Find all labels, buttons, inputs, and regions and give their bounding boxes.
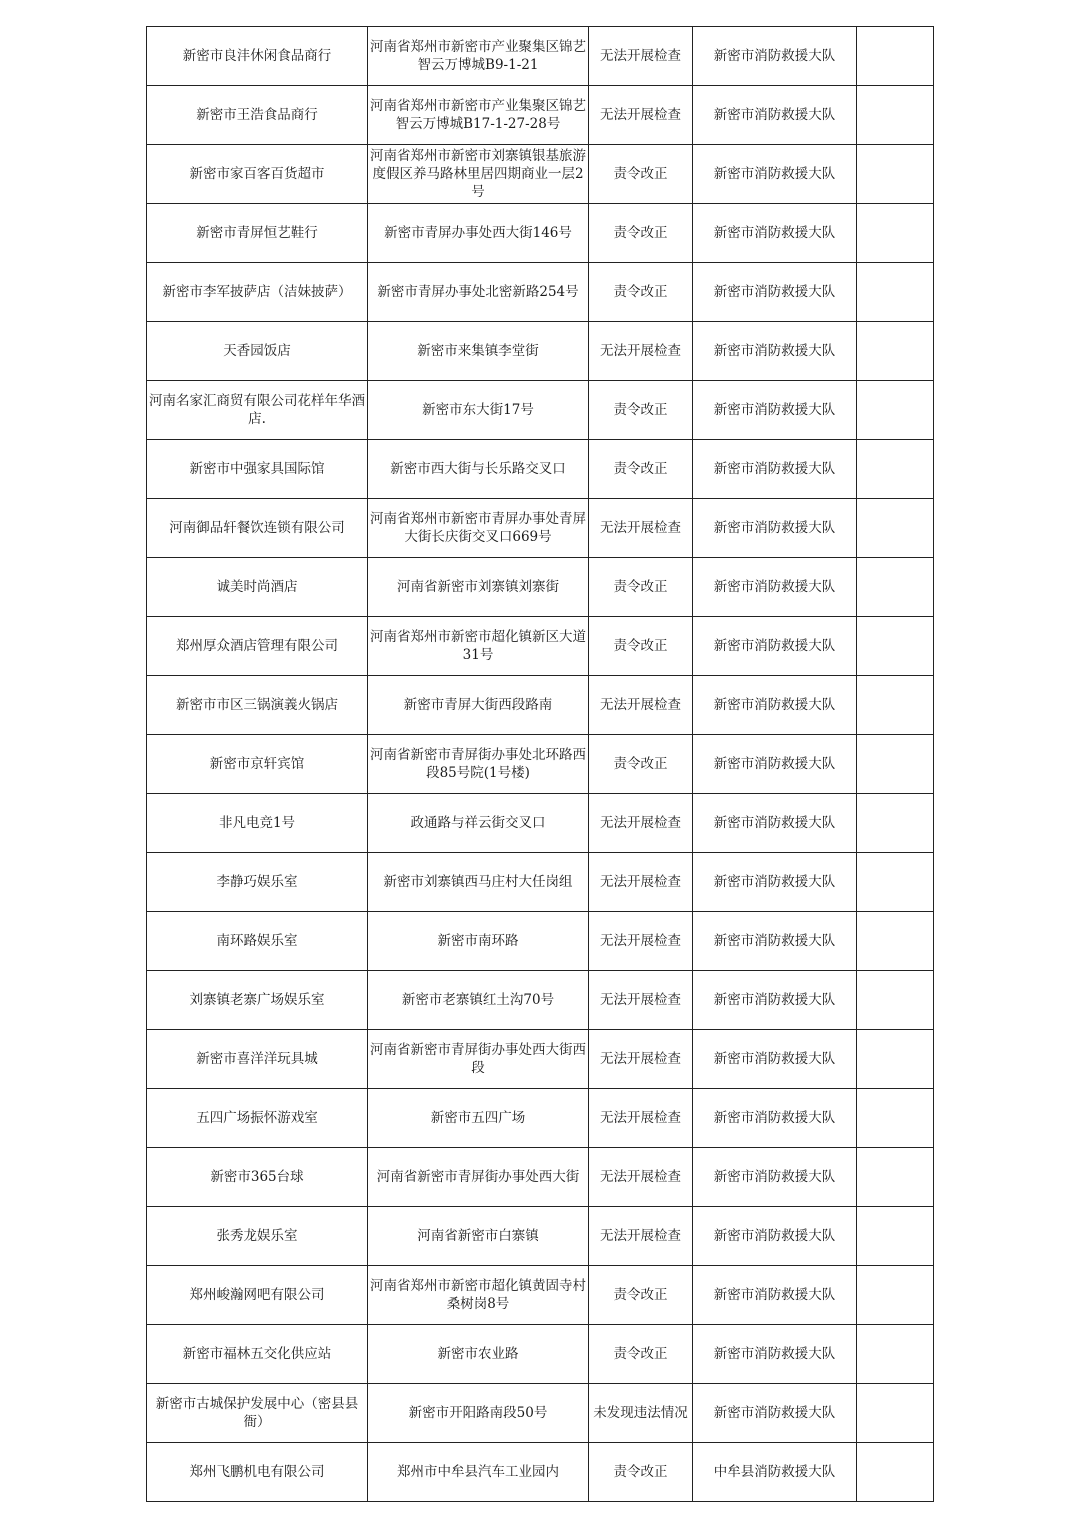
cell-inspection-result: 无法开展检查 (589, 1207, 693, 1266)
cell-remark (857, 971, 934, 1030)
cell-address: 新密市青屏办事处西大街146号 (368, 204, 589, 263)
cell-inspecting-unit: 新密市消防救援大队 (693, 1325, 857, 1384)
table-row (147, 27, 934, 86)
cell-inspection-result: 责令改正 (589, 558, 693, 617)
cell-business-name: 诚美时尚酒店 (147, 558, 368, 617)
table-row (147, 971, 934, 1030)
cell-remark (857, 27, 934, 86)
cell-remark (857, 794, 934, 853)
cell-business-name: 五四广场振怀游戏室 (147, 1089, 368, 1148)
cell-remark (857, 1325, 934, 1384)
cell-inspecting-unit: 新密市消防救援大队 (693, 794, 857, 853)
cell-inspection-result: 责令改正 (589, 1443, 693, 1502)
table-row (147, 1207, 934, 1266)
cell-remark (857, 204, 934, 263)
cell-business-name: 郑州厚众酒店管理有限公司 (147, 617, 368, 676)
cell-inspection-result: 无法开展检查 (589, 86, 693, 145)
cell-address: 河南省郑州市新密市产业聚集区锦艺智云万博城B9-1-21 (368, 27, 589, 86)
cell-address: 新密市开阳路南段50号 (368, 1384, 589, 1443)
cell-remark (857, 1148, 934, 1207)
cell-inspecting-unit: 新密市消防救援大队 (693, 1266, 857, 1325)
cell-inspecting-unit: 新密市消防救援大队 (693, 381, 857, 440)
cell-inspecting-unit: 新密市消防救援大队 (693, 322, 857, 381)
cell-business-name: 新密市古城保护发展中心（密县县衙） (147, 1384, 368, 1443)
cell-remark (857, 499, 934, 558)
cell-remark (857, 853, 934, 912)
cell-inspection-result: 责令改正 (589, 204, 693, 263)
table-row (147, 440, 934, 499)
cell-business-name: 新密市中强家具国际馆 (147, 440, 368, 499)
cell-business-name: 新密市京轩宾馆 (147, 735, 368, 794)
table-row (147, 794, 934, 853)
cell-inspection-result: 责令改正 (589, 617, 693, 676)
cell-remark (857, 735, 934, 794)
cell-inspecting-unit: 新密市消防救援大队 (693, 735, 857, 794)
cell-address: 新密市南环路 (368, 912, 589, 971)
cell-inspecting-unit: 新密市消防救援大队 (693, 263, 857, 322)
cell-address: 河南省郑州市新密市刘寨镇银基旅游度假区养马路林里居四期商业一层2号 (368, 145, 589, 204)
cell-business-name: 刘寨镇老寨广场娱乐室 (147, 971, 368, 1030)
cell-inspecting-unit: 中牟县消防救援大队 (693, 1443, 857, 1502)
cell-remark (857, 1384, 934, 1443)
cell-inspection-result: 无法开展检查 (589, 1148, 693, 1207)
table-row (147, 853, 934, 912)
cell-inspecting-unit: 新密市消防救援大队 (693, 1030, 857, 1089)
cell-remark (857, 322, 934, 381)
inspection-table-body (147, 27, 934, 1502)
cell-business-name: 新密市喜洋洋玩具城 (147, 1030, 368, 1089)
cell-business-name: 郑州飞鹏机电有限公司 (147, 1443, 368, 1502)
cell-remark (857, 676, 934, 735)
cell-business-name: 新密市市区三锅演義火锅店 (147, 676, 368, 735)
cell-remark (857, 381, 934, 440)
cell-business-name: 新密市家百客百货超市 (147, 145, 368, 204)
cell-inspection-result: 无法开展检查 (589, 499, 693, 558)
table-row (147, 322, 934, 381)
cell-inspecting-unit: 新密市消防救援大队 (693, 204, 857, 263)
cell-business-name: 非凡电竞1号 (147, 794, 368, 853)
table-row (147, 735, 934, 794)
cell-address: 新密市西大街与长乐路交叉口 (368, 440, 589, 499)
cell-remark (857, 440, 934, 499)
cell-remark (857, 1266, 934, 1325)
cell-remark (857, 1207, 934, 1266)
table-row (147, 617, 934, 676)
cell-business-name: 新密市365台球 (147, 1148, 368, 1207)
cell-address: 新密市青屏办事处北密新路254号 (368, 263, 589, 322)
cell-address: 政通路与祥云街交叉口 (368, 794, 589, 853)
inspection-table (146, 26, 934, 1502)
cell-address: 新密市刘寨镇西马庄村大任岗组 (368, 853, 589, 912)
cell-inspecting-unit: 新密市消防救援大队 (693, 27, 857, 86)
cell-business-name: 新密市良沣休闲食品商行 (147, 27, 368, 86)
cell-address: 新密市五四广场 (368, 1089, 589, 1148)
cell-inspection-result: 无法开展检查 (589, 971, 693, 1030)
cell-inspection-result: 无法开展检查 (589, 1089, 693, 1148)
cell-business-name: 郑州峻瀚网吧有限公司 (147, 1266, 368, 1325)
cell-address: 河南省郑州市新密市青屏办事处青屏大街长庆街交叉口669号 (368, 499, 589, 558)
cell-remark (857, 263, 934, 322)
cell-inspecting-unit: 新密市消防救援大队 (693, 1384, 857, 1443)
cell-inspection-result: 责令改正 (589, 145, 693, 204)
cell-inspection-result: 责令改正 (589, 263, 693, 322)
cell-inspecting-unit: 新密市消防救援大队 (693, 558, 857, 617)
cell-inspecting-unit: 新密市消防救援大队 (693, 1148, 857, 1207)
cell-inspection-result: 责令改正 (589, 735, 693, 794)
cell-address: 河南省新密市青屏街办事处西大街西段 (368, 1030, 589, 1089)
cell-inspection-result: 无法开展检查 (589, 794, 693, 853)
cell-inspecting-unit: 新密市消防救援大队 (693, 676, 857, 735)
cell-inspecting-unit: 新密市消防救援大队 (693, 1089, 857, 1148)
table-row (147, 558, 934, 617)
cell-business-name: 南环路娱乐室 (147, 912, 368, 971)
cell-business-name: 河南名家汇商贸有限公司花样年华酒店. (147, 381, 368, 440)
cell-remark (857, 86, 934, 145)
table-row (147, 204, 934, 263)
table-row (147, 1443, 934, 1502)
cell-inspecting-unit: 新密市消防救援大队 (693, 499, 857, 558)
cell-inspection-result: 无法开展检查 (589, 322, 693, 381)
cell-inspection-result: 无法开展检查 (589, 853, 693, 912)
cell-address: 河南省新密市白寨镇 (368, 1207, 589, 1266)
cell-business-name: 新密市福林五交化供应站 (147, 1325, 368, 1384)
cell-remark (857, 558, 934, 617)
cell-inspecting-unit: 新密市消防救援大队 (693, 853, 857, 912)
cell-inspection-result: 未发现违法情况 (589, 1384, 693, 1443)
cell-address: 河南省新密市刘寨镇刘寨街 (368, 558, 589, 617)
cell-inspection-result: 责令改正 (589, 381, 693, 440)
table-row (147, 381, 934, 440)
table-row (147, 1325, 934, 1384)
cell-remark (857, 1030, 934, 1089)
table-row (147, 1266, 934, 1325)
cell-inspection-result: 无法开展检查 (589, 27, 693, 86)
table-row (147, 1030, 934, 1089)
cell-business-name: 李静巧娱乐室 (147, 853, 368, 912)
cell-address: 新密市老寨镇红土沟70号 (368, 971, 589, 1030)
cell-business-name: 张秀龙娱乐室 (147, 1207, 368, 1266)
cell-address: 河南省郑州市新密市超化镇黄固寺村桑树岗8号 (368, 1266, 589, 1325)
cell-address: 河南省新密市青屏街办事处北环路西段85号院(1号楼) (368, 735, 589, 794)
cell-inspection-result: 无法开展检查 (589, 676, 693, 735)
cell-inspecting-unit: 新密市消防救援大队 (693, 86, 857, 145)
cell-business-name: 新密市王浩食品商行 (147, 86, 368, 145)
cell-address: 新密市农业路 (368, 1325, 589, 1384)
cell-remark (857, 912, 934, 971)
table-row (147, 263, 934, 322)
cell-address: 河南省新密市青屏街办事处西大街 (368, 1148, 589, 1207)
cell-remark (857, 145, 934, 204)
cell-business-name: 天香园饭店 (147, 322, 368, 381)
table-row (147, 676, 934, 735)
cell-address: 新密市青屏大街西段路南 (368, 676, 589, 735)
cell-address: 新密市来集镇李堂街 (368, 322, 589, 381)
table-row (147, 912, 934, 971)
cell-inspection-result: 无法开展检查 (589, 912, 693, 971)
cell-address: 新密市东大街17号 (368, 381, 589, 440)
cell-inspecting-unit: 新密市消防救援大队 (693, 440, 857, 499)
cell-inspection-result: 责令改正 (589, 1325, 693, 1384)
table-row (147, 1089, 934, 1148)
table-row (147, 499, 934, 558)
cell-inspecting-unit: 新密市消防救援大队 (693, 971, 857, 1030)
cell-business-name: 河南御品轩餐饮连锁有限公司 (147, 499, 368, 558)
cell-business-name: 新密市李军披萨店（洁妹披萨） (147, 263, 368, 322)
cell-inspecting-unit: 新密市消防救援大队 (693, 1207, 857, 1266)
cell-remark (857, 1089, 934, 1148)
cell-inspection-result: 无法开展检查 (589, 1030, 693, 1089)
cell-remark (857, 1443, 934, 1502)
table-row (147, 145, 934, 204)
cell-inspection-result: 责令改正 (589, 1266, 693, 1325)
cell-inspecting-unit: 新密市消防救援大队 (693, 912, 857, 971)
cell-address: 河南省郑州市新密市超化镇新区大道31号 (368, 617, 589, 676)
cell-remark (857, 617, 934, 676)
table-row (147, 86, 934, 145)
cell-inspecting-unit: 新密市消防救援大队 (693, 617, 857, 676)
table-row (147, 1148, 934, 1207)
cell-inspection-result: 责令改正 (589, 440, 693, 499)
table-row (147, 1384, 934, 1443)
cell-business-name: 新密市青屏恒艺鞋行 (147, 204, 368, 263)
cell-address: 郑州市中牟县汽车工业园内 (368, 1443, 589, 1502)
cell-address: 河南省郑州市新密市产业集聚区锦艺智云万博城B17-1-27-28号 (368, 86, 589, 145)
cell-inspecting-unit: 新密市消防救援大队 (693, 145, 857, 204)
